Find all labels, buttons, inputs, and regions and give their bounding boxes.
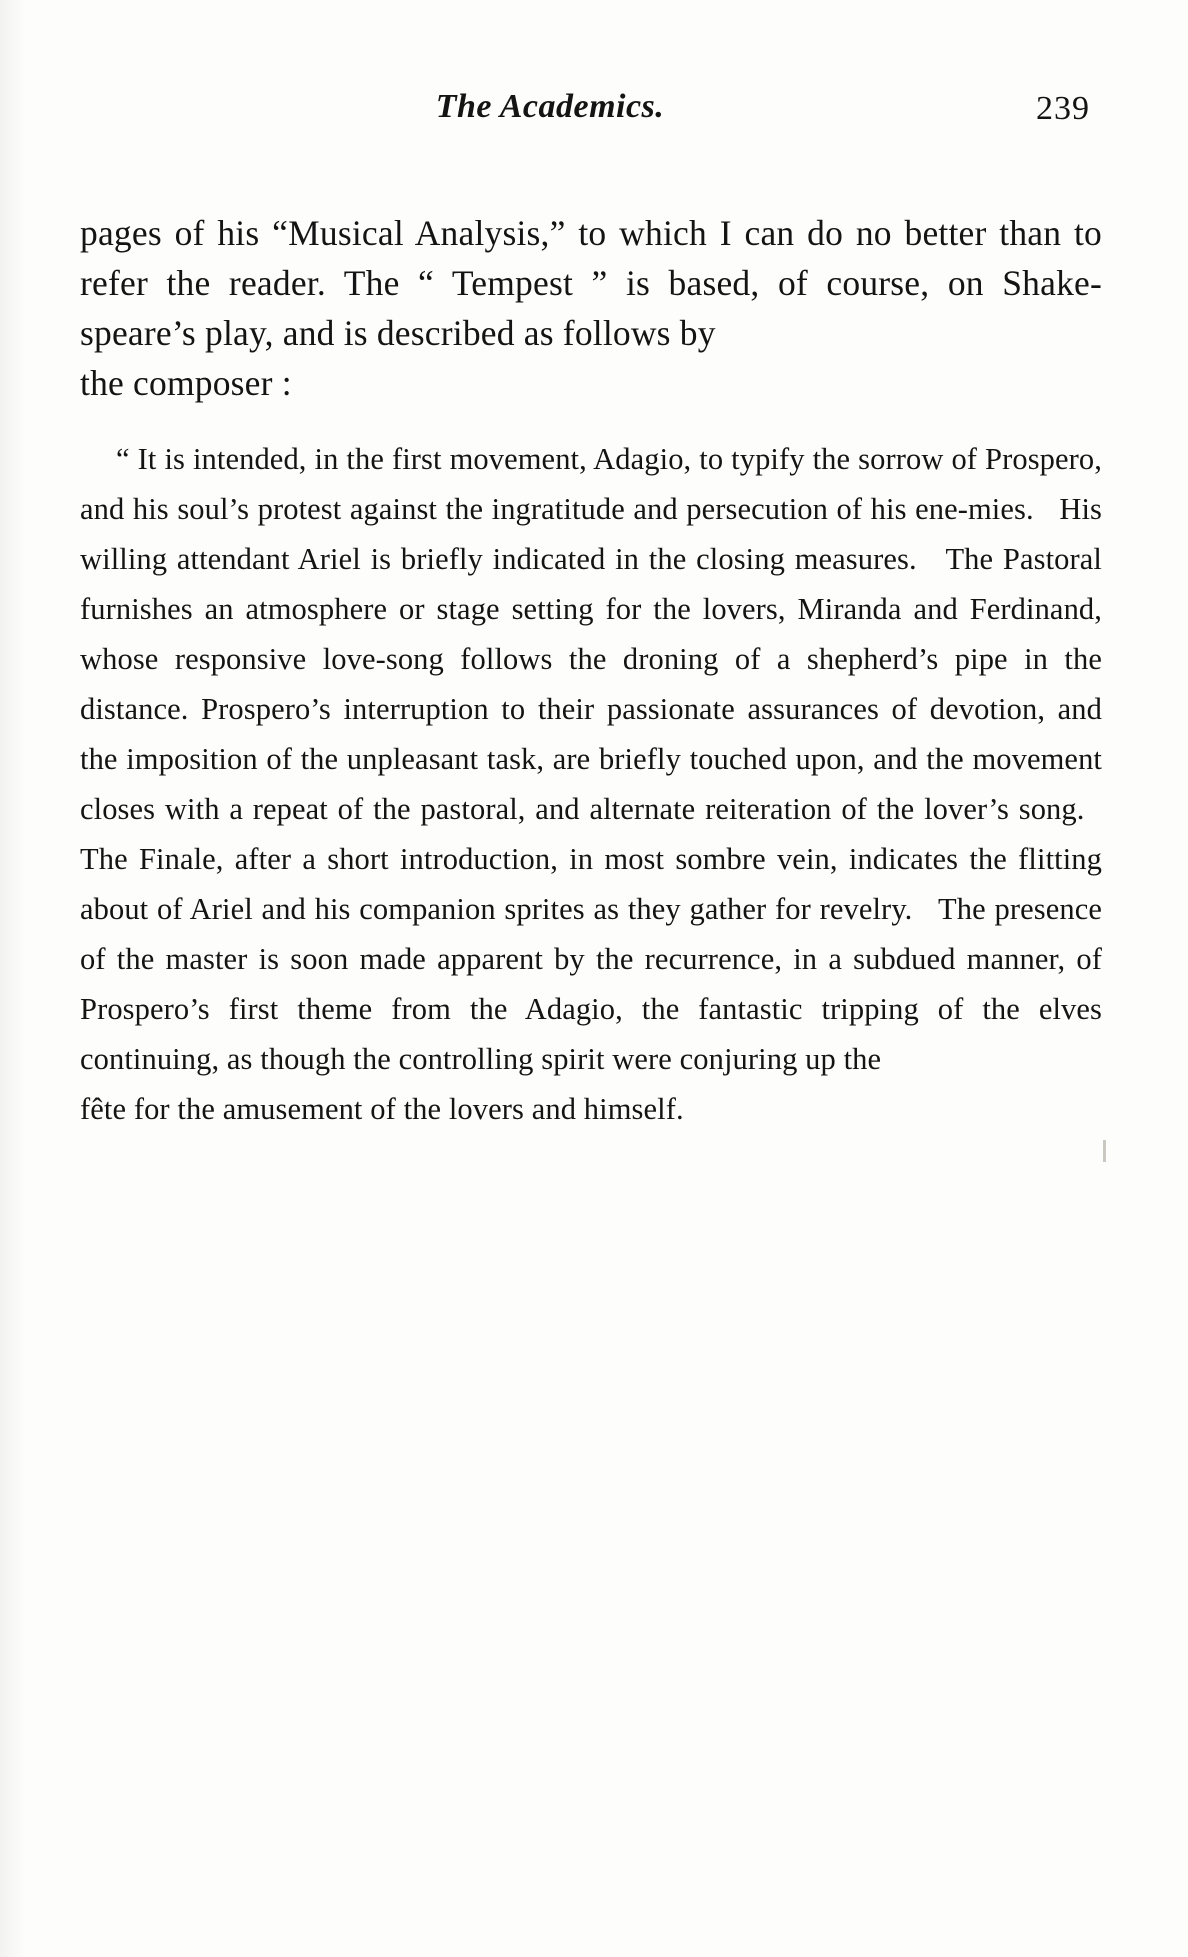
page-spine-shadow [0,0,26,1957]
paragraph-intro [80,208,1102,408]
running-title: The Academics. [435,88,665,125]
page-number: 239 [1036,90,1090,127]
page-body [80,208,1102,1134]
page-blemish-mark [1103,1140,1106,1162]
paragraph-quotation-last-line: fête for the amusement of the lovers and himself. [80,1092,684,1126]
paragraph-intro-text: pages of his “Musical Analysis,” to which I can do no better than to refer the reader. The “ Tempest ” is based, of course, on Shake-speare’s play, and is described as follows by [80,213,1102,353]
paragraph-intro-last-line: the composer : [80,363,292,403]
paragraph-quotation-text: “ It is intended, in the first movement, Adagio, to typify the sorrow of Prospero, and his soul’s protest against the ingratitude and persecution of his ene-mies. His willing attendant Ariel is briefly indicated in the closing measures. The Pastoral furnishes an atmosphere or stage setting for the lovers, Miranda and Ferdinand, whose responsive love-song follows the droning of a shepherd’s pipe in the distance. Prospero’s interruption to their passionate assurances of devotion, and the imposition of the unpleasant task, are briefly touched upon, and the movement closes with a repeat of the pastoral, and alternate reiteration of the lover’s song. The Finale, after a short introduction, in most sombre vein, indicates the flitting about of Ariel and his companion sprites as they gather for revelry. The presence of the master is soon made apparent by the recurrence, in a subdued manner, of Prospero’s first theme from the Adagio, the fantastic tripping of the elves continuing, as though the controlling spirit were conjuring up the [80,442,1102,1076]
paragraph-quotation [80,434,1102,1134]
page-header [80,88,1108,146]
